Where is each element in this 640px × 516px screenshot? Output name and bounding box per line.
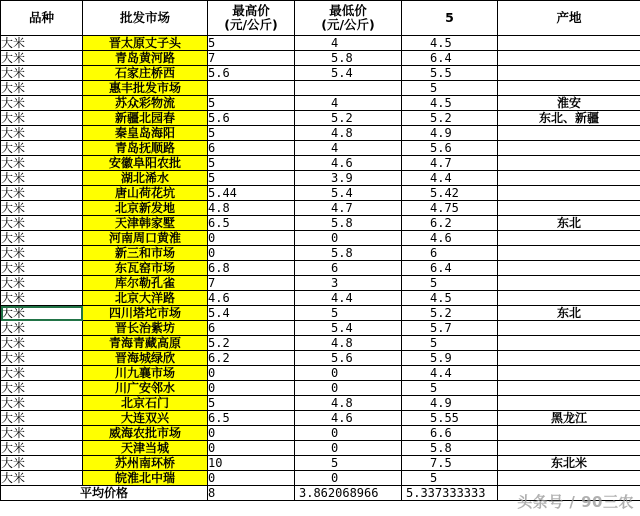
cell-origin[interactable] — [498, 51, 640, 66]
cell-current[interactable]: 4.4 — [402, 366, 498, 381]
cell-origin[interactable] — [498, 441, 640, 456]
table-row — [1, 471, 640, 486]
table-row — [1, 411, 640, 426]
cell-kind[interactable]: 大米 — [1, 96, 83, 111]
cell-origin[interactable] — [498, 321, 640, 336]
cell-low[interactable]: 5.2 — [295, 111, 402, 126]
cell-market[interactable]: 晋太原丈子头 — [83, 36, 208, 51]
cell-high[interactable]: 5 — [208, 396, 295, 411]
cell-origin[interactable] — [498, 276, 640, 291]
cell-kind[interactable]: 大米 — [1, 81, 83, 96]
cell-low[interactable]: 3.9 — [295, 171, 402, 186]
cell-kind[interactable]: 大米 — [1, 186, 83, 201]
cell-high[interactable]: 6.5 — [208, 216, 295, 231]
header-low-label: 最低价 (元/公斤) — [321, 3, 375, 32]
cell-low[interactable]: 5 — [295, 306, 402, 321]
cell-market[interactable]: 新疆北园春 — [83, 111, 208, 126]
cell-current[interactable]: 5.7 — [402, 321, 498, 336]
header-low[interactable] — [295, 1, 402, 36]
table-row — [1, 66, 640, 81]
header-market[interactable]: 批发市场 — [83, 1, 208, 36]
cell-kind[interactable]: 大米 — [1, 441, 83, 456]
table-row — [1, 306, 640, 321]
cell-high[interactable]: 4.6 — [208, 291, 295, 306]
cell-kind[interactable]: 大米 — [1, 426, 83, 441]
cell-origin[interactable] — [498, 426, 640, 441]
cell-high[interactable]: 6.2 — [208, 351, 295, 366]
cell-market[interactable]: 川九襄市场 — [83, 366, 208, 381]
cell-market[interactable]: 大连双兴 — [83, 411, 208, 426]
cell-origin[interactable] — [498, 36, 640, 51]
header-high[interactable] — [208, 1, 295, 36]
cell-high[interactable]: 5.6 — [208, 111, 295, 126]
cell-low[interactable]: 4 — [295, 141, 402, 156]
cell-current[interactable]: 6.4 — [402, 261, 498, 276]
cell-current[interactable]: 5.5 — [402, 66, 498, 81]
table-row — [1, 111, 640, 126]
cell-high[interactable]: 10 — [208, 456, 295, 471]
cell-high[interactable]: 5 — [208, 126, 295, 141]
cell-high[interactable]: 7 — [208, 276, 295, 291]
cell-market[interactable]: 青海青藏高原 — [83, 336, 208, 351]
table-row — [1, 96, 640, 111]
cell-kind[interactable]: 大米 — [1, 246, 83, 261]
cell-market[interactable]: 天津当城 — [83, 441, 208, 456]
cell-origin[interactable]: 黑龙江 — [498, 411, 640, 426]
cell-high[interactable]: 5.2 — [208, 336, 295, 351]
cell-market[interactable]: 晋长治紫坊 — [83, 321, 208, 336]
cell-high[interactable]: 5 — [208, 96, 295, 111]
cell-current[interactable]: 4.75 — [402, 201, 498, 216]
cell-kind[interactable]: 大米 — [1, 66, 83, 81]
cell-origin[interactable] — [498, 141, 640, 156]
cell-origin[interactable] — [498, 186, 640, 201]
table-row — [1, 321, 640, 336]
cell-high[interactable] — [208, 81, 295, 96]
table-row — [1, 156, 640, 171]
cell-current[interactable]: 5.9 — [402, 351, 498, 366]
cell-origin[interactable] — [498, 66, 640, 81]
cell-current[interactable]: 4.9 — [402, 126, 498, 141]
cell-kind[interactable]: 大米 — [1, 411, 83, 426]
cell-high[interactable]: 0 — [208, 441, 295, 456]
cell-low[interactable]: 0 — [295, 231, 402, 246]
cell-low[interactable]: 0 — [295, 426, 402, 441]
header-current[interactable]: 5 — [402, 1, 498, 36]
cell-kind[interactable]: 大米 — [1, 111, 83, 126]
cell-current[interactable]: 5 — [402, 276, 498, 291]
table-row — [1, 201, 640, 216]
table-row — [1, 291, 640, 306]
cell-current[interactable]: 4.6 — [402, 231, 498, 246]
cell-current[interactable]: 5 — [402, 381, 498, 396]
watermark: 头条号 / 90三农 — [517, 493, 634, 511]
cell-high[interactable]: 5.44 — [208, 186, 295, 201]
table-row — [1, 126, 640, 141]
table-row — [1, 381, 640, 396]
cell-market[interactable]: 苏州南环桥 — [83, 456, 208, 471]
table-row — [1, 36, 640, 51]
cell-high[interactable]: 0 — [208, 426, 295, 441]
cell-kind[interactable]: 大米 — [1, 381, 83, 396]
cell-low[interactable] — [295, 81, 402, 96]
table-row — [1, 351, 640, 366]
cell-origin[interactable] — [498, 336, 640, 351]
cell-current[interactable]: 4.5 — [402, 36, 498, 51]
cell-current[interactable]: 6 — [402, 246, 498, 261]
cell-current[interactable]: 4.5 — [402, 96, 498, 111]
table-row — [1, 51, 640, 66]
cell-market[interactable]: 石家庄桥西 — [83, 66, 208, 81]
cell-market[interactable]: 北京石门 — [83, 396, 208, 411]
cell-market[interactable]: 天津韩家墅 — [83, 216, 208, 231]
cell-current[interactable]: 5.2 — [402, 306, 498, 321]
table-row — [1, 186, 640, 201]
cell-kind[interactable]: 大米 — [1, 231, 83, 246]
cell-market[interactable]: 库尔勒孔雀 — [83, 276, 208, 291]
cell-low[interactable]: 5.4 — [295, 186, 402, 201]
cell-current[interactable]: 7.5 — [402, 456, 498, 471]
cell-current[interactable]: 5.8 — [402, 441, 498, 456]
cell-low[interactable]: 4.6 — [295, 411, 402, 426]
cell-origin[interactable] — [498, 381, 640, 396]
cell-current[interactable]: 6.2 — [402, 216, 498, 231]
average-label[interactable]: 平均价格 — [1, 486, 208, 501]
table-row — [1, 366, 640, 381]
table-row — [1, 396, 640, 411]
cell-market[interactable]: 秦皇岛海阳 — [83, 126, 208, 141]
table-row — [1, 456, 640, 471]
cell-kind[interactable]: 大米 — [1, 366, 83, 381]
cell-low[interactable]: 5.6 — [295, 351, 402, 366]
cell-origin[interactable]: 东北、新疆 — [498, 111, 640, 126]
cell-high[interactable]: 5.4 — [208, 306, 295, 321]
cell-current[interactable]: 5.42 — [402, 186, 498, 201]
table-row — [1, 81, 640, 96]
cell-kind[interactable]: 大米 — [1, 306, 83, 321]
header-origin[interactable]: 产地 — [498, 1, 640, 36]
cell-market[interactable]: 河南周口黄淮 — [83, 231, 208, 246]
cell-current[interactable]: 5.6 — [402, 141, 498, 156]
cell-low[interactable]: 3 — [295, 276, 402, 291]
cell-market[interactable]: 青岛黄河路 — [83, 51, 208, 66]
cell-market[interactable]: 晋海城绿欣 — [83, 351, 208, 366]
cell-kind[interactable]: 大米 — [1, 396, 83, 411]
cell-kind[interactable]: 大米 — [1, 36, 83, 51]
cell-high[interactable]: 0 — [208, 471, 295, 486]
cell-high[interactable]: 0 — [208, 231, 295, 246]
cell-market[interactable]: 东瓦窑市场 — [83, 261, 208, 276]
cell-low[interactable]: 6 — [295, 261, 402, 276]
cell-low[interactable]: 4 — [295, 36, 402, 51]
cell-low[interactable]: 5.4 — [295, 321, 402, 336]
cell-market[interactable]: 青岛抚顺路 — [83, 141, 208, 156]
cell-kind[interactable]: 大米 — [1, 456, 83, 471]
cell-high[interactable]: 4.8 — [208, 201, 295, 216]
table-row — [1, 171, 640, 186]
cell-kind[interactable]: 大米 — [1, 201, 83, 216]
cell-market[interactable]: 北京大洋路 — [83, 291, 208, 306]
table-row — [1, 441, 640, 456]
average-low[interactable]: 3.862068966 — [295, 486, 402, 501]
cell-current[interactable]: 5 — [402, 81, 498, 96]
cell-kind[interactable]: 大米 — [1, 126, 83, 141]
cell-market[interactable]: 皖淮北中瑞 — [83, 471, 208, 486]
header-row — [1, 1, 640, 36]
cell-market[interactable]: 威海农批市场 — [83, 426, 208, 441]
cell-kind[interactable]: 大米 — [1, 156, 83, 171]
table-row — [1, 246, 640, 261]
table-row — [1, 231, 640, 246]
cell-current[interactable]: 4.9 — [402, 396, 498, 411]
cell-current[interactable]: 4.5 — [402, 291, 498, 306]
cell-current[interactable]: 5.55 — [402, 411, 498, 426]
cell-low[interactable]: 5.4 — [295, 66, 402, 81]
cell-origin[interactable]: 东北米 — [498, 456, 640, 471]
cell-high[interactable]: 0 — [208, 246, 295, 261]
cell-current[interactable]: 5 — [402, 336, 498, 351]
cell-origin[interactable] — [498, 201, 640, 216]
cell-high[interactable]: 6 — [208, 141, 295, 156]
cell-low[interactable]: 4.8 — [295, 396, 402, 411]
table-body — [1, 36, 640, 486]
table-row — [1, 261, 640, 276]
cell-market[interactable]: 新三和市场 — [83, 246, 208, 261]
cell-low[interactable]: 4.6 — [295, 156, 402, 171]
average-high[interactable]: 8 — [208, 486, 295, 501]
cell-origin[interactable]: 淮安 — [498, 96, 640, 111]
cell-kind[interactable]: 大米 — [1, 261, 83, 276]
cell-kind[interactable]: 大米 — [1, 471, 83, 486]
cell-high[interactable]: 6.8 — [208, 261, 295, 276]
cell-origin[interactable] — [498, 231, 640, 246]
cell-market[interactable]: 唐山荷花坑 — [83, 186, 208, 201]
cell-high[interactable]: 6.5 — [208, 411, 295, 426]
cell-low[interactable]: 5 — [295, 456, 402, 471]
cell-market[interactable]: 惠丰批发市场 — [83, 81, 208, 96]
cell-low[interactable]: 4 — [295, 96, 402, 111]
cell-market[interactable]: 湖北浠水 — [83, 171, 208, 186]
cell-kind[interactable]: 大米 — [1, 216, 83, 231]
cell-kind[interactable]: 大米 — [1, 141, 83, 156]
cell-origin[interactable] — [498, 351, 640, 366]
cell-market[interactable]: 苏众彩物流 — [83, 96, 208, 111]
cell-low[interactable]: 0 — [295, 441, 402, 456]
cell-market[interactable]: 北京新发地 — [83, 201, 208, 216]
cell-high[interactable]: 7 — [208, 51, 295, 66]
cell-low[interactable]: 4.7 — [295, 201, 402, 216]
cell-kind[interactable]: 大米 — [1, 291, 83, 306]
cell-market[interactable]: 安徽阜阳农批 — [83, 156, 208, 171]
cell-high[interactable]: 5.6 — [208, 66, 295, 81]
cell-current[interactable]: 6.6 — [402, 426, 498, 441]
cell-origin[interactable] — [498, 81, 640, 96]
cell-kind[interactable]: 大米 — [1, 51, 83, 66]
header-kind[interactable]: 品种 — [1, 1, 83, 36]
cell-market[interactable]: 四川塔坨市场 — [83, 306, 208, 321]
table-row — [1, 336, 640, 351]
cell-low[interactable]: 4.8 — [295, 126, 402, 141]
cell-kind[interactable]: 大米 — [1, 321, 83, 336]
cell-high[interactable]: 5 — [208, 36, 295, 51]
cell-current[interactable]: 6.4 — [402, 51, 498, 66]
table-row — [1, 216, 640, 231]
cell-kind[interactable]: 大米 — [1, 351, 83, 366]
cell-origin[interactable] — [498, 156, 640, 171]
cell-origin[interactable]: 东北 — [498, 216, 640, 231]
table-row — [1, 141, 640, 156]
cell-origin[interactable] — [498, 246, 640, 261]
cell-low[interactable]: 5.8 — [295, 216, 402, 231]
cell-origin[interactable] — [498, 171, 640, 186]
cell-current[interactable]: 5.2 — [402, 111, 498, 126]
cell-origin[interactable] — [498, 126, 640, 141]
cell-low[interactable]: 0 — [295, 381, 402, 396]
average-current[interactable]: 5.337333333 — [402, 486, 498, 501]
cell-origin[interactable]: 东北 — [498, 306, 640, 321]
cell-low[interactable]: 5.8 — [295, 51, 402, 66]
cell-current[interactable]: 5 — [402, 471, 498, 486]
cell-high[interactable]: 6 — [208, 321, 295, 336]
cell-origin[interactable] — [498, 291, 640, 306]
cell-kind[interactable]: 大米 — [1, 171, 83, 186]
cell-high[interactable]: 5 — [208, 171, 295, 186]
cell-high[interactable]: 0 — [208, 366, 295, 381]
cell-origin[interactable] — [498, 366, 640, 381]
cell-high[interactable]: 0 — [208, 381, 295, 396]
cell-origin[interactable] — [498, 396, 640, 411]
cell-low[interactable]: 0 — [295, 471, 402, 486]
cell-market[interactable]: 川广安邻水 — [83, 381, 208, 396]
table-row — [1, 276, 640, 291]
cell-low[interactable]: 4.4 — [295, 291, 402, 306]
cell-high[interactable]: 5 — [208, 156, 295, 171]
cell-low[interactable]: 4.8 — [295, 336, 402, 351]
cell-origin[interactable] — [498, 471, 640, 486]
cell-kind[interactable]: 大米 — [1, 276, 83, 291]
cell-kind[interactable]: 大米 — [1, 336, 83, 351]
cell-origin[interactable] — [498, 261, 640, 276]
cell-low[interactable]: 0 — [295, 366, 402, 381]
cell-current[interactable]: 4.4 — [402, 171, 498, 186]
table-row — [1, 426, 640, 441]
cell-low[interactable]: 5.8 — [295, 246, 402, 261]
cell-current[interactable]: 4.7 — [402, 156, 498, 171]
header-high-label: 最高价 (元/公斤) — [224, 3, 278, 32]
